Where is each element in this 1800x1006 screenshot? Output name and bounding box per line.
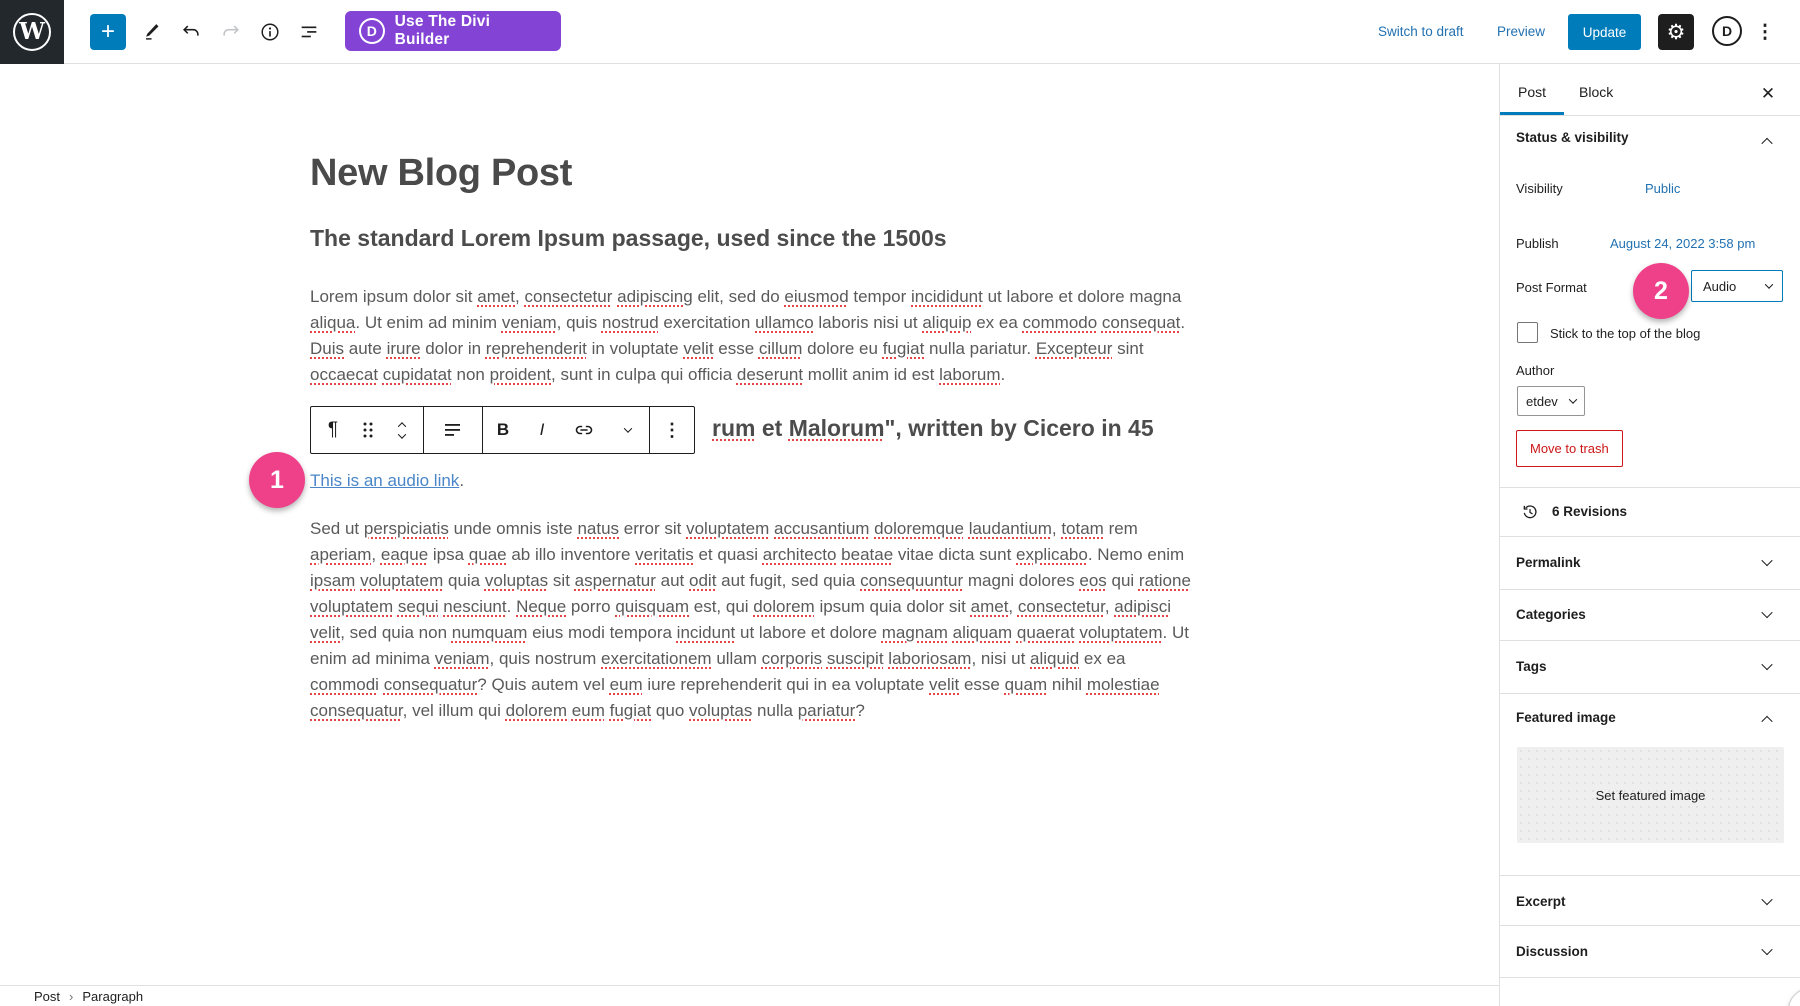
list-view-icon [298,21,320,43]
chevron-up-icon[interactable] [1761,716,1772,727]
drag-handle-icon [362,421,374,439]
align-button[interactable] [424,407,482,453]
pencil-icon [141,21,163,43]
toolbar-options-group [650,407,694,453]
heading-standard-lorem[interactable]: The standard Lorem Ipsum passage, used since the 1500s [310,225,947,251]
audio-link-period: . [459,471,465,490]
divi-button-label: Use The Divi Builder [394,13,491,48]
breadcrumb-post[interactable]: Post [34,988,61,1004]
tab-post[interactable]: Post [1518,84,1547,100]
settings-sidebar [1499,64,1800,1006]
heading-cicero-partial[interactable]: rum et Malorum", written by Cicero in 45 [712,415,1154,441]
paragraph-block-2[interactable]: Sed ut perspiciatis unde omnis iste natus error sit voluptatem accusantium doloremque laudantium, totam rem aperiam, eaque ipsa quae ab illo inventore veritatis et quasi architecto beatae vitae dicta sunt explicabo. Nemo enim ipsam voluptatem quia voluptas sit aspernatur aut odit aut fugit, sed quia consequuntur magni dolores eos qui ratione voluptatem sequi nesciunt. Neque porro quisquam est, qui dolorem ipsum quia dolor sit amet, consectetur, adipisci velit, sed quia non numquam eius modi tempora incidunt ut labore et dolore magnam aliquam quaerat voluptatem. Ut enim ad minima veniam, quis nostrum exercitationem ullam corporis suscipit laboriosam, nisi ut aliquid ex ea commodi consequatur? Quis autem vel eum iure reprehenderit qui in ea voluptate velit esse quam nihil molestiae consequatur, vel illum qui dolorem eum fugiat quo voluptas nulla pariatur? [310,519,1191,720]
visibility-label: Visibility [1516,181,1563,196]
audio-link[interactable]: This is an audio link [310,471,460,490]
revisions-label: 6 Revisions [1552,504,1628,519]
annotation-marker-2: 2 [1633,263,1689,319]
link-icon [572,418,596,442]
preview-link[interactable]: Preview [1497,24,1546,39]
link-button[interactable] [561,407,607,453]
chevron-down-icon [624,424,632,432]
panel-categories[interactable]: Categories [1516,607,1586,622]
set-featured-image-button[interactable] [1517,747,1784,843]
undo-button[interactable] [179,20,203,44]
tab-block[interactable]: Block [1579,84,1614,100]
author-label: Author [1516,363,1555,378]
italic-button[interactable]: I [539,420,545,439]
plus-icon: + [100,18,115,45]
history-icon [1520,502,1540,522]
panel-tags[interactable]: Tags [1516,659,1547,674]
toolbar-align-group [424,407,483,453]
wordpress-menu-button[interactable] [0,0,64,64]
chevron-down-icon[interactable] [1761,607,1772,618]
chevron-down-icon[interactable] [1761,555,1772,566]
post-format-select[interactable] [1691,270,1783,302]
settings-toggle-button[interactable] [1658,14,1694,50]
chevron-down-icon[interactable] [1761,659,1772,670]
editor-header [0,0,1800,64]
paragraph-block-button[interactable] [311,407,355,453]
list-view-button[interactable] [297,20,321,44]
align-left-icon [443,420,463,440]
move-down-icon[interactable] [398,430,406,438]
set-featured-image-label: Set featured image [1595,787,1706,803]
more-formats-button[interactable] [607,407,649,453]
details-button[interactable] [258,20,282,44]
wordpress-logo-icon: W [13,13,51,51]
block-options-button[interactable]: ⋮ [663,419,681,440]
switch-to-draft-link[interactable]: Switch to draft [1378,24,1464,39]
block-breadcrumb-bar [0,985,1499,1006]
sticky-label[interactable]: Stick to the top of the blog [1550,326,1701,341]
update-button[interactable]: Update [1568,14,1641,50]
chevron-down-icon[interactable] [1761,894,1772,905]
use-divi-builder-button[interactable] [345,11,561,51]
post-title[interactable]: New Blog Post [310,152,573,194]
toolbar-format-group [483,407,650,453]
more-options-button[interactable]: ⋮ [1755,21,1775,43]
chevron-down-icon [1569,395,1577,403]
divi-circle-icon: D [1721,23,1733,39]
visibility-value-link[interactable]: Public [1645,181,1681,196]
move-up-icon[interactable] [398,422,406,430]
block-toolbar [310,406,695,454]
sticky-checkbox[interactable] [1517,322,1538,343]
toolbar-block-group [311,407,424,453]
close-settings-button[interactable]: ✕ [1760,84,1776,103]
panel-featured-image[interactable]: Featured image [1516,710,1616,725]
author-select[interactable] [1517,386,1585,416]
block-inserter-button[interactable] [90,14,126,50]
redo-button[interactable] [219,20,243,44]
chevron-down-icon[interactable] [1761,944,1772,955]
panel-excerpt[interactable]: Excerpt [1516,894,1566,909]
revisions-row[interactable] [1500,488,1800,536]
publish-label: Publish [1516,236,1559,251]
post-format-value: Audio [1703,278,1737,294]
panel-status-visibility[interactable]: Status & visibility [1516,130,1629,145]
panel-discussion[interactable]: Discussion [1516,944,1589,959]
undo-icon [180,21,202,43]
tools-button[interactable] [140,20,164,44]
editor-canvas [0,64,1499,985]
chevron-down-icon [1765,280,1773,288]
panel-permalink[interactable]: Permalink [1516,555,1581,570]
annotation-marker-1: 1 [249,452,305,508]
post-format-label: Post Format [1516,280,1587,295]
breadcrumb-separator: › [69,988,74,1004]
divi-options-button[interactable] [1712,16,1742,46]
info-icon [259,21,281,43]
block-movers [381,407,423,453]
move-to-trash-button[interactable]: Move to trash [1516,430,1623,467]
audio-link-paragraph[interactable] [310,468,464,494]
paragraph-block-1[interactable]: Lorem ipsum dolor sit amet, consectetur adipiscing elit, sed do eiusmod tempor incididunt ut labore et dolore magna aliqua. Ut enim ad minim veniam, quis nostrud exercitation ullamco laboris nisi ut aliquip ex ea commodo consequat. Duis aute irure dolor in reprehenderit in voluptate velit esse cillum dolore eu fugiat nulla pariatur. Excepteur sint occaecat cupidatat non proident, sunt in culpa qui officia deserunt mollit anim id est laborum. [310,287,1186,384]
paragraph-icon: ¶ [327,419,339,440]
redo-icon [220,21,242,43]
drag-handle[interactable] [355,407,381,453]
breadcrumb-paragraph[interactable]: Paragraph [82,988,144,1004]
bold-button[interactable]: B [496,420,510,439]
publish-date-link[interactable]: August 24, 2022 3:58 pm [1610,236,1756,251]
divi-logo-icon: D [359,18,385,44]
gear-icon: ⚙ [1666,20,1686,44]
author-value: etdev [1526,393,1558,409]
chevron-up-icon[interactable] [1761,138,1772,149]
